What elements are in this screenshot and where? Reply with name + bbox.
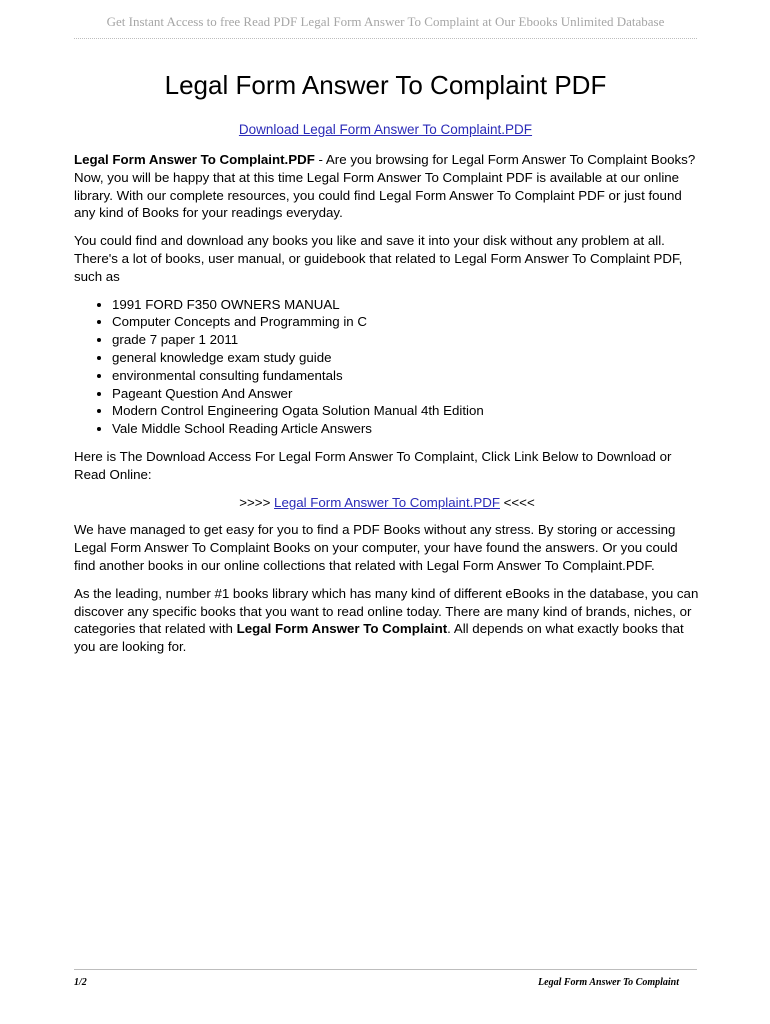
footer-title: Legal Form Answer To Complaint (538, 977, 679, 988)
list-item: • Pageant Question And Answer (112, 385, 700, 403)
center-link-line (74, 494, 700, 512)
list-item: • Modern Control Engineering Ogata Solution Manual 4th Edition (112, 402, 700, 420)
document-body (74, 151, 700, 666)
list-item: • grade 7 paper 1 2011 (112, 331, 700, 349)
leading-bold-title: Legal Form Answer To Complaint (236, 621, 448, 637)
leading-text-after: . All depends on what exactly books that you are looking for. (74, 621, 684, 655)
related-books-list (74, 296, 700, 438)
intro-bold-title: Legal Form Answer To Complaint.PDF (74, 152, 315, 167)
paragraph-download-access: Here is The Download Access For Legal Form Answer To Complaint, Click Link Below to Download or Read Online: (74, 448, 672, 482)
list-item: • Computer Concepts and Programming in C (112, 313, 700, 331)
paragraph-books: You could find and download any books you like and save it into your disk without any problem at all. There's a lot of books, user manual, or guidebook that related to Legal Form Answer To Complaint PDF, such as (74, 233, 683, 284)
paragraph-managed: We have managed to get easy for you to find a PDF Books without any stress. By storing or accessing Legal Form Answer To Complaint Books on your computer, your have found the answers. Or you could find another books in our online collections that related with Legal Form Answer To Complaint.PDF. (74, 522, 678, 573)
download-link[interactable]: Download Legal Form Answer To Complaint.PDF (238, 122, 533, 137)
paragraph-leading (74, 585, 700, 656)
intro-text: - Are you browsing for Legal Form Answer To Complaint Books? Now, you will be happy that at this time Legal Form Answer To Complaint PDF is available at our online library. With our complete resources, you could find Legal Form Answer To Complaint PDF or just found any kind of Books for your readings everyday. (74, 152, 696, 221)
page-number: 1/2 (74, 977, 87, 988)
header-divider (74, 38, 697, 39)
list-item: • environmental consulting fundamentals (112, 367, 700, 385)
list-item: • Vale Middle School Reading Article Answers (112, 420, 700, 438)
list-item: • 1991 FORD F350 OWNERS MANUAL (112, 296, 700, 314)
link-prefix: >>>> (239, 494, 275, 510)
running-header: Get Instant Access to free Read PDF Legal Form Answer To Complaint at Our Ebooks Unlimited Database (106, 14, 665, 29)
link-suffix: <<<< (499, 494, 535, 510)
document-title: Legal Form Answer To Complaint PDF (164, 70, 607, 100)
intro-paragraph (74, 151, 700, 222)
list-item: • general knowledge exam study guide (112, 349, 700, 367)
pdf-link[interactable]: Legal Form Answer To Complaint.PDF (274, 494, 500, 510)
leading-text-before: As the leading, number #1 books library which has many kind of different eBooks in the database, you can discover any specific books that you want to read online today. There are many kind of brands, niches, or categories that related with (74, 585, 699, 637)
download-link-container (74, 122, 697, 137)
footer-divider (74, 969, 697, 970)
